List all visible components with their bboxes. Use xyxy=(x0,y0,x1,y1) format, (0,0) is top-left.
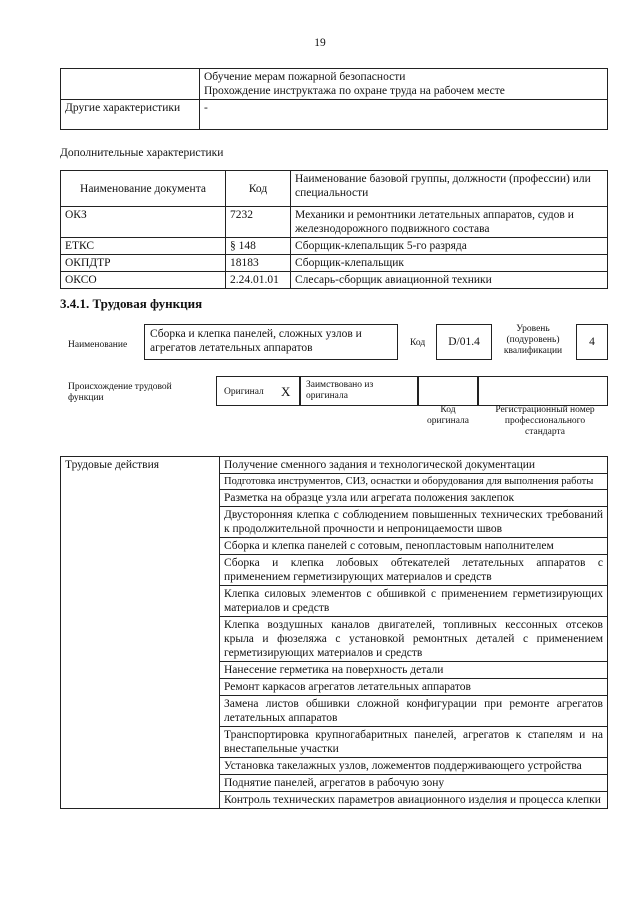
reg-number-caption: Регистрационный номер профессионального стандарта xyxy=(495,405,595,437)
action-item: Установка такелажных узлов, ложементов поддерживающего устройства xyxy=(220,758,608,775)
group-cell: Механики и ремонтники летательных аппаратов, судов и железнодорожного подвижного состава xyxy=(291,207,608,238)
origin-label: Происхождение трудовой функции xyxy=(68,382,172,403)
section-heading: 3.4.1. Трудовая функция xyxy=(60,296,203,311)
header-doc: Наименование документа xyxy=(61,171,226,207)
group-cell: Сборщик-клепальщик 5-го разряда xyxy=(291,238,608,255)
action-item: Клепка воздушных каналов двигателей, топливных кессонных отсеков крыла и фюзеляжа с установкой ремонтных деталей с применением герметизирующих материалов и средств xyxy=(220,617,608,662)
code-cell: 2.24.01.01 xyxy=(226,272,291,289)
function-name-box xyxy=(144,324,398,360)
top-table-cell xyxy=(200,69,608,100)
additional-heading: Дополнительные характеристики xyxy=(60,147,224,159)
doc-cell: ОКПДТР xyxy=(61,255,226,272)
level-box xyxy=(576,324,608,360)
origin-reg-box xyxy=(478,376,608,406)
action-item: Контроль технических параметров авиационного изделия и процесса клепки xyxy=(220,792,608,809)
group-cell: Сборщик-клепальщик xyxy=(291,255,608,272)
action-item: Клепка силовых элементов с обшивкой с применением герметизирующих материалов и средств xyxy=(220,586,608,617)
doc-cell: ЕТКС xyxy=(61,238,226,255)
doc-cell: ОКСО xyxy=(61,272,226,289)
origin-borrowed-box xyxy=(300,376,418,406)
level-label: Уровень (подуровень) квалификации xyxy=(503,324,563,356)
action-item: Подготовка инструментов, СИЗ, оснастки и оборудования для выполнения работы xyxy=(220,474,608,490)
action-item: Получение сменного задания и технологической документации xyxy=(220,457,608,474)
actions-table xyxy=(60,456,608,809)
header-code: Код xyxy=(226,171,291,207)
function-name-label: Наименование xyxy=(68,340,128,350)
other-characteristics-label: Другие характеристики xyxy=(61,100,200,130)
top-table xyxy=(60,68,608,130)
header-group: Наименование базовой группы, должности (профессии) или специальности xyxy=(291,171,608,207)
code-cell: 18183 xyxy=(226,255,291,272)
code-label: Код xyxy=(410,338,426,348)
top-table-line: Прохождение инструктажа по охране труда на рабочем месте xyxy=(204,85,505,97)
code-value: D/01.4 xyxy=(448,336,480,348)
top-table-empty-cell xyxy=(61,69,200,100)
page-number: 19 xyxy=(314,37,326,49)
doc-cell: ОКЗ xyxy=(61,207,226,238)
action-item: Замена листов обшивки сложной конфигурации при ремонте агрегатов летательных аппаратов xyxy=(220,696,608,727)
action-item: Сборка и клепка панелей с сотовым, пенопластовым наполнителем xyxy=(220,538,608,555)
original-mark: X xyxy=(281,384,291,399)
action-item: Ремонт каркасов агрегатов летательных аппаратов xyxy=(220,679,608,696)
action-item: Поднятие панелей, агрегатов в рабочую зону xyxy=(220,775,608,792)
borrowed-label: Заимствовано из оригинала xyxy=(306,380,374,401)
origin-original-box xyxy=(216,376,300,406)
origin-code-box xyxy=(418,376,478,406)
action-item: Сборка и клепка лобовых обтекателей летательных аппаратов с применением герметизирующих материалов и средств xyxy=(220,555,608,586)
original-label: Оригинал xyxy=(224,387,264,397)
code-cell: § 148 xyxy=(226,238,291,255)
code-cell: 7232 xyxy=(226,207,291,238)
level-value: 4 xyxy=(589,336,595,348)
actions-label: Трудовые действия xyxy=(61,457,220,809)
additional-table xyxy=(60,170,608,289)
action-item: Двусторонняя клепка с соблюдением повышенных технических требований к продолжительной прочности и непроницаемости швов xyxy=(220,507,608,538)
action-item: Нанесение герметика на поверхность детали xyxy=(220,662,608,679)
other-characteristics-value: - xyxy=(200,100,608,130)
code-original-caption: Код оригинала xyxy=(427,405,469,426)
function-name-value: Сборка и клепка панелей, сложных узлов и агрегатов летательных аппаратов xyxy=(150,328,362,354)
code-box xyxy=(436,324,492,360)
group-cell: Слесарь-сборщик авиационной техники xyxy=(291,272,608,289)
action-item: Разметка на образце узла или агрегата положения заклепок xyxy=(220,490,608,507)
top-table-line: Обучение мерам пожарной безопасности xyxy=(204,71,406,83)
action-item: Транспортировка крупногабаритных панелей, агрегатов к стапелям и на внестапельные участки xyxy=(220,727,608,758)
